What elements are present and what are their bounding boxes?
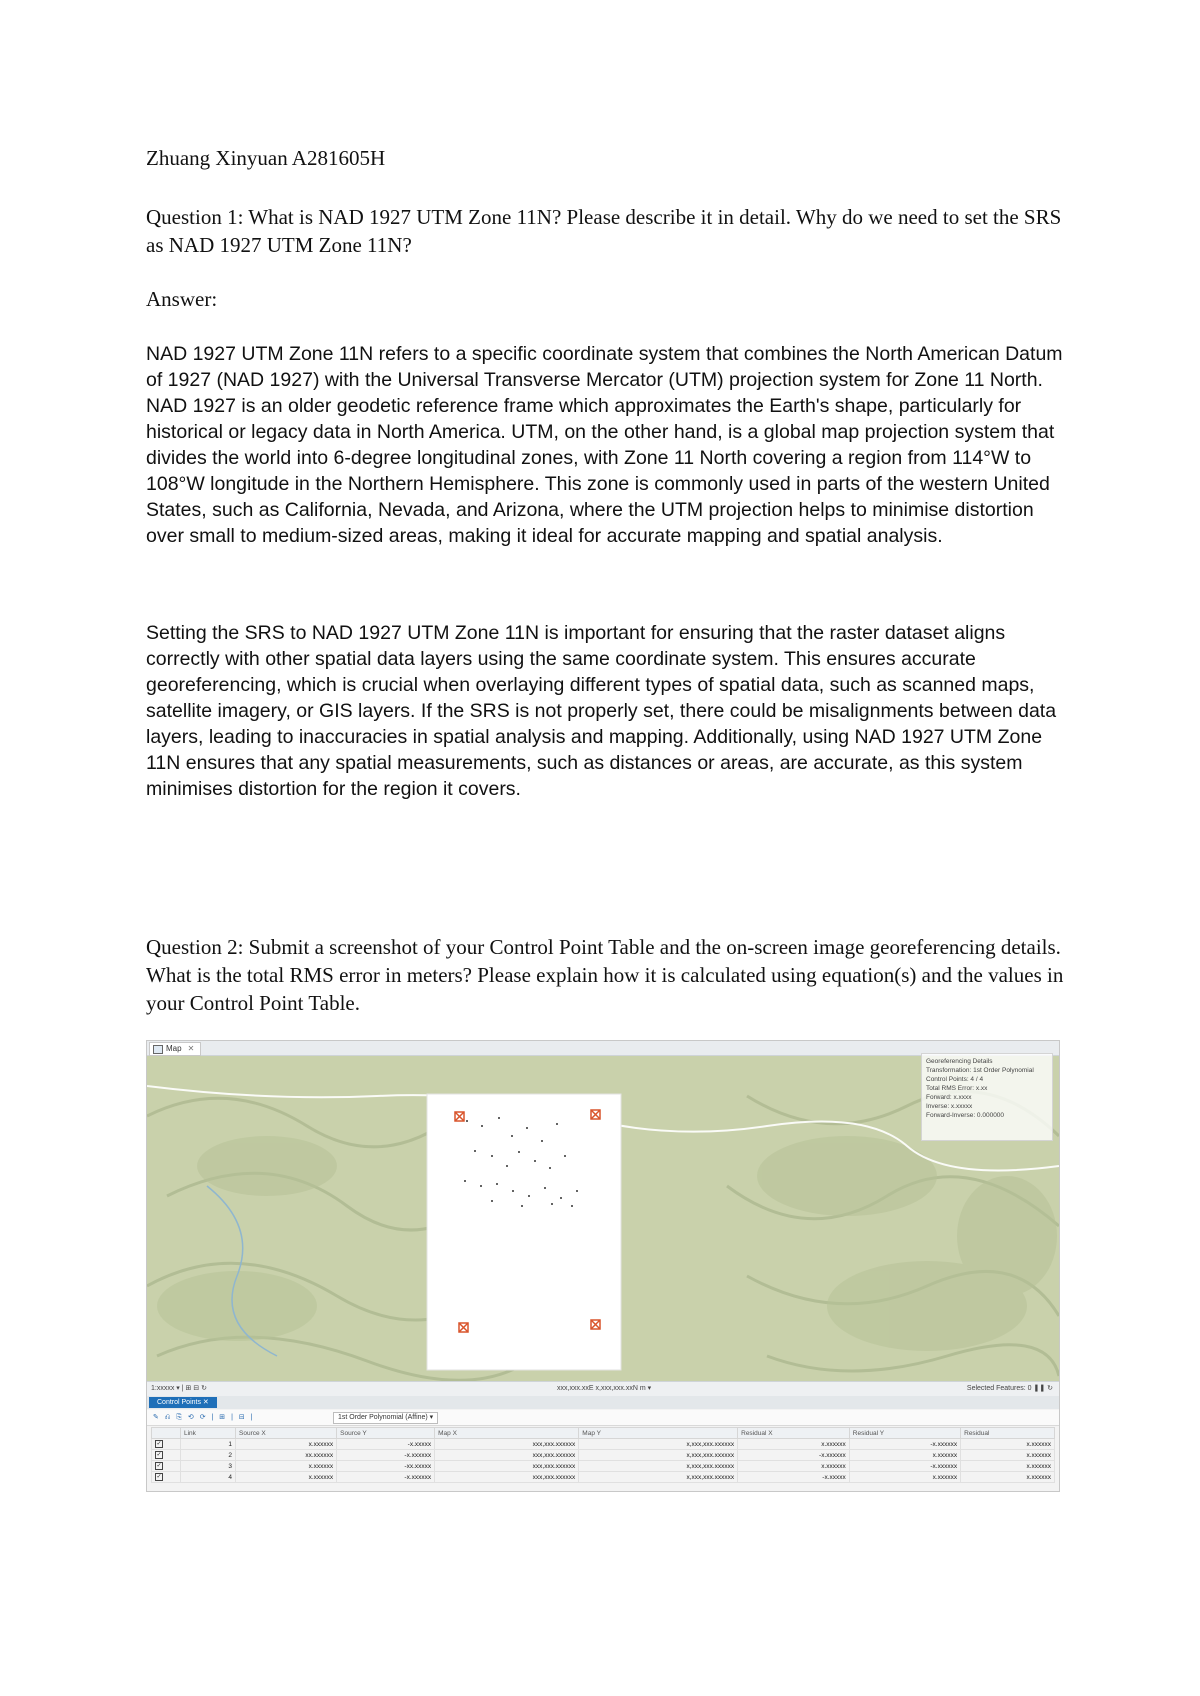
answer-paragraph-2: Setting the SRS to NAD 1927 UTM Zone 11N is important for ensuring that the raster dataset aligns correctly with other spatial data layers using the same coordinate system. This ensures accurate georeferencing, which is crucial when overlaying different types of spatial data, such as scanned maps, satellite imagery, or GIS layers. If the SRS is not properly set, there could be misalignments between data layers, leading to inaccuracies in spatial analysis and mapping. Additionally, using NAD 1927 UTM Zone 11N ensures that any spatial measurements, such as distances or areas, are accurate, as this system minimises distortion for the region it covers. [146, 622, 1057, 800]
table-cell: -x.xxxxxx [337, 1450, 435, 1461]
toolbar-icons[interactable]: ✎ ⎌ ⎘ ⟲ ⟳ | ⊞ | ⊟ | [153, 1414, 255, 1421]
table-cell: x.xxxxxx [961, 1461, 1055, 1472]
table-cell: x.xxxxxx [236, 1472, 337, 1483]
table-cell: xxx,xxx.xxxxxx [435, 1472, 579, 1483]
column-header[interactable]: Residual [961, 1428, 1055, 1439]
control-point-table [151, 1427, 1055, 1483]
table-cell: 1 [181, 1439, 236, 1450]
row-checkbox[interactable]: ✓ [156, 1463, 162, 1469]
close-icon[interactable]: ✕ [187, 1044, 195, 1053]
table-cell: -x.xxxxxx [337, 1472, 435, 1483]
row-checkbox[interactable]: ✓ [156, 1474, 162, 1480]
table-cell: x.xxxxxx [738, 1439, 850, 1450]
column-header[interactable]: Residual X [738, 1428, 850, 1439]
table-cell: xxx,xxx.xxxxxx [435, 1461, 579, 1472]
table-cell: x.xxxxxx [236, 1461, 337, 1472]
column-header[interactable]: Link [181, 1428, 236, 1439]
table-cell: -xx.xxxxx [337, 1461, 435, 1472]
column-header[interactable]: Residual Y [849, 1428, 960, 1439]
selected-features: Selected Features: 0 ❚❚ ↻ [966, 1385, 1053, 1392]
map-tab[interactable] [149, 1042, 201, 1056]
row-checkbox[interactable]: ✓ [156, 1452, 162, 1458]
coordinate-readout: xxx,xxx.xxE x,xxx,xxx.xxN m ▾ [557, 1385, 652, 1392]
row-checkbox[interactable]: ✓ [156, 1441, 162, 1447]
table-cell: -x.xxxxxx [738, 1450, 850, 1461]
table-cell: x.xxxxxx [849, 1472, 960, 1483]
table-cell: x,xxx,xxx.xxxxxx [579, 1439, 738, 1450]
control-points-tab-bar [147, 1396, 1059, 1409]
table-cell: -x.xxxxx [738, 1472, 850, 1483]
table-cell: x.xxxxxx [849, 1450, 960, 1461]
table-row[interactable] [152, 1450, 1055, 1461]
arcgis-screenshot [146, 1040, 1060, 1492]
table-cell: 2 [181, 1450, 236, 1461]
author-line: Zhuang Xinyuan A281605H [146, 146, 386, 170]
table-cell: x,xxx,xxx.xxxxxx [579, 1472, 738, 1483]
table-cell: -x.xxxxx [337, 1439, 435, 1450]
georeferencing-details-panel [921, 1053, 1053, 1141]
table-cell: x.xxxxxx [961, 1472, 1055, 1483]
details-line: Georeferencing Details [926, 1058, 993, 1065]
question-1: Question 1: What is NAD 1927 UTM Zone 11N? Please describe it in detail. Why do we need to set the SRS as NAD 1927 UTM Zone 11N? [146, 205, 1062, 257]
table-row[interactable] [152, 1461, 1055, 1472]
table-cell: xxx,xxx.xxxxxx [435, 1439, 579, 1450]
table-cell: xxx,xxx.xxxxxx [435, 1450, 579, 1461]
table-cell: -x.xxxxxx [849, 1439, 960, 1450]
column-header[interactable]: Source X [236, 1428, 337, 1439]
column-header[interactable]: Map X [435, 1428, 579, 1439]
table-cell: x.xxxxxx [236, 1439, 337, 1450]
column-header[interactable]: Source Y [337, 1428, 435, 1439]
details-line: Transformation: 1st Order Polynomial [926, 1067, 1034, 1074]
table-cell: x,xxx,xxx.xxxxxx [579, 1450, 738, 1461]
table-cell: x.xxxxxx [961, 1450, 1055, 1461]
details-line: Control Points: 4 / 4 [926, 1076, 984, 1083]
map-tab-label: Map [166, 1044, 182, 1053]
table-cell: x,xxx,xxx.xxxxxx [579, 1461, 738, 1472]
transformation-dropdown[interactable]: 1st Order Polynomial (Affine) ▾ [333, 1412, 438, 1424]
map-status-bar [147, 1381, 1059, 1396]
table-cell: x.xxxxxx [738, 1461, 850, 1472]
table-cell: x.xxxxxx [961, 1439, 1055, 1450]
table-cell: 4 [181, 1472, 236, 1483]
table-row[interactable] [152, 1472, 1055, 1483]
details-line: Forward: x.xxxx [926, 1094, 972, 1101]
table-cell: -x.xxxxxx [849, 1461, 960, 1472]
scale-selector[interactable]: 1:xxxxx ▾ | ⊞ ⊟ ↻ [151, 1385, 207, 1392]
table-row[interactable] [152, 1439, 1055, 1450]
map-icon [153, 1045, 163, 1054]
details-line: Inverse: x.xxxxx [926, 1103, 973, 1110]
details-line: Forward-Inverse: 0.000000 [926, 1112, 1005, 1119]
table-header-row [152, 1428, 1055, 1439]
answer-paragraph-1: NAD 1927 UTM Zone 11N refers to a specific coordinate system that combines the North American Datum of 1927 (NAD 1927) with the Universal Transverse Mercator (UTM) projection system for Zone 11 North. NAD 1927 is an older geodetic reference frame which approximates the Earth's shape, particularly for historical or legacy data in North America. UTM, on the other hand, is a global map projection system that divides the world into 6-degree longitudinal zones, with Zone 11 North covering a region from 114°W to 108°W longitude in the Northern Hemisphere. This zone is commonly used in parts of the western United States, such as California, Nevada, and Arizona, where the UTM projection helps to minimise distortion over small to medium-sized areas, making it ideal for accurate mapping and spatial analysis. [146, 343, 1063, 547]
table-cell: xx.xxxxxx [236, 1450, 337, 1461]
column-header [152, 1428, 181, 1439]
control-points-toolbar [147, 1410, 1059, 1426]
column-header[interactable]: Map Y [579, 1428, 738, 1439]
details-line: Total RMS Error: x.xx [926, 1085, 988, 1092]
answer-label: Answer: [146, 287, 218, 311]
question-2: Question 2: Submit a screenshot of your Control Point Table and the on-screen image georeferencing details. What is the total RMS error in meters? Please explain how it is calculated using equation(s) and the values in your Control Point Table. [146, 935, 1064, 1015]
table-cell: 3 [181, 1461, 236, 1472]
control-points-tab[interactable]: Control Points ✕ [149, 1397, 217, 1408]
